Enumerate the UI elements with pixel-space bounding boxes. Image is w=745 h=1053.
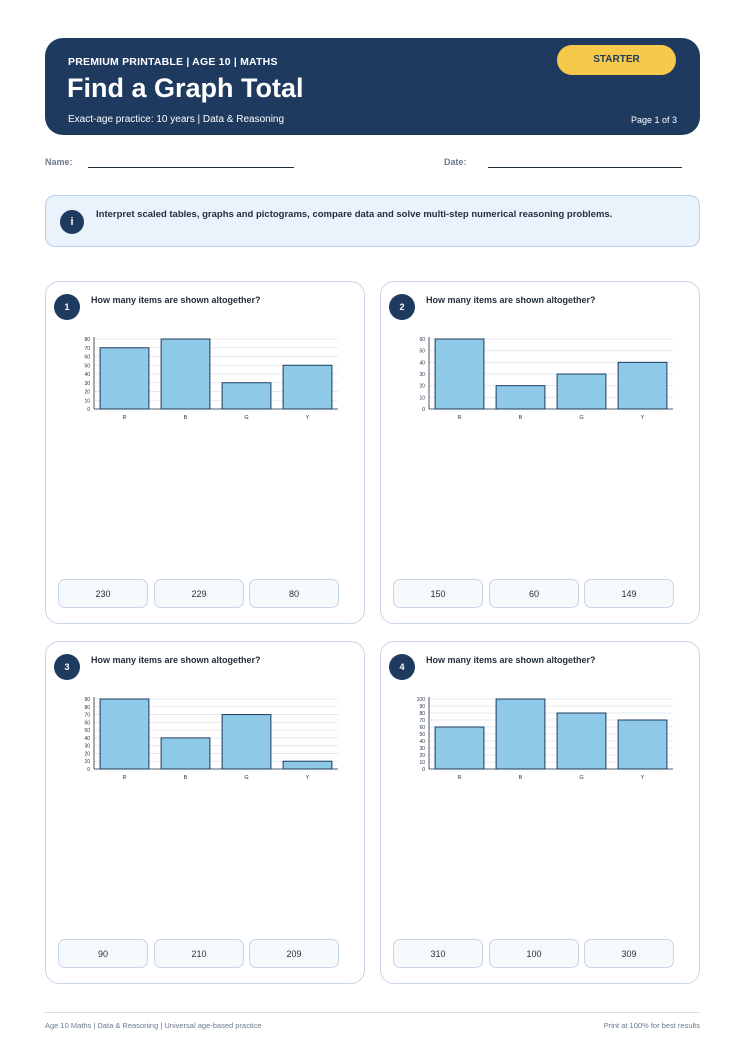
answer-option[interactable]: 209 [249,939,339,968]
answer-option[interactable]: 90 [58,939,148,968]
y-tick-label: 10 [419,760,425,766]
bar-g [222,383,271,409]
x-tick-label: B [518,415,523,421]
bar-b [496,386,545,409]
y-tick-label: 70 [84,712,90,719]
question-number: 3 [54,654,80,680]
y-tick-label: 0 [87,767,90,773]
bar-chart [381,642,701,792]
y-tick-label: 30 [419,746,425,752]
x-tick-label: B [183,415,188,421]
question-number: 2 [389,294,415,320]
bar-chart [46,282,366,432]
bar-r [100,348,149,409]
y-tick-label: 60 [419,337,425,343]
question-number: 4 [389,654,415,680]
y-tick-label: 80 [84,704,90,711]
answer-option[interactable]: 229 [154,579,244,608]
answer-option[interactable]: 230 [58,579,148,608]
question-card-3 [45,641,365,984]
y-tick-label: 50 [84,728,90,735]
instructions-panel [45,195,700,247]
bar-g [222,715,271,769]
y-tick-label: 40 [419,739,425,745]
x-tick-label: R [122,415,127,421]
bar-y [618,720,667,769]
page-title: Find a Graph Total [67,73,304,103]
y-tick-label: 10 [84,759,90,766]
question-prompt: How many items are shown altogether? [426,655,596,665]
x-tick-label: G [244,775,249,781]
bar-g [557,713,606,769]
y-tick-label: 50 [84,363,90,370]
y-tick-label: 90 [84,697,90,703]
x-tick-label: B [518,775,523,781]
info-icon: i [60,210,84,234]
answer-option[interactable]: 150 [393,579,483,608]
bar-r [100,699,149,769]
x-tick-label: Y [640,775,645,781]
x-tick-label: G [579,775,584,781]
bar-y [283,365,332,409]
bar-chart [381,282,701,432]
y-tick-label: 30 [419,372,425,378]
name-label: Name: [45,157,73,167]
bar-y [283,761,332,769]
bar-y [618,362,667,409]
answer-option[interactable]: 210 [154,939,244,968]
footer-left: Age 10 Maths | Data & Reasoning | Universal age-based practice [45,1021,262,1030]
y-tick-label: 40 [419,360,425,367]
page-indicator: Page 1 of 3 [630,115,677,125]
x-tick-label: G [244,415,249,421]
answer-option[interactable]: 100 [489,939,579,968]
header-subtitle: Exact-age practice: 10 years | Data & Reasoning [68,114,285,125]
x-tick-label: B [183,775,188,781]
date-label: Date: [444,157,467,167]
y-tick-label: 80 [419,711,425,717]
y-tick-label: 60 [84,354,90,361]
footer-right: Print at 100% for best results [603,1021,700,1030]
bar-b [496,699,545,769]
question-prompt: How many items are shown altogether? [91,655,261,665]
question-prompt: How many items are shown altogether? [91,295,261,305]
level-badge: STARTER [557,45,676,75]
x-tick-label: Y [640,415,645,421]
footer-divider [45,1012,700,1013]
y-tick-label: 0 [422,407,425,413]
question-card-4 [380,641,700,984]
y-tick-label: 60 [84,720,90,727]
answer-option[interactable]: 309 [584,939,674,968]
x-tick-label: G [579,415,584,421]
y-tick-label: 20 [419,753,425,759]
y-tick-label: 0 [87,407,90,413]
answer-option[interactable]: 149 [584,579,674,608]
bar-chart [46,642,366,792]
y-tick-label: 60 [419,725,425,731]
y-tick-label: 40 [84,735,90,742]
bar-b [161,738,210,769]
bar-b [161,339,210,409]
x-tick-label: R [122,775,127,781]
x-tick-label: Y [305,775,310,781]
y-tick-label: 70 [419,718,425,724]
answer-option[interactable]: 60 [489,579,579,608]
date-field[interactable] [488,167,682,168]
header-kicker: PREMIUM PRINTABLE | AGE 10 | MATHS [68,56,278,68]
answer-option[interactable]: 80 [249,579,339,608]
y-tick-label: 20 [419,383,425,390]
y-tick-label: 40 [84,372,90,378]
instructions-text: Interpret scaled tables, graphs and pictograms, compare data and solve multi-step numerical reasoning problems. [96,209,613,220]
x-tick-label: R [457,775,462,781]
answer-option[interactable]: 310 [393,939,483,968]
question-number: 1 [54,294,80,320]
y-tick-label: 20 [84,389,90,396]
bar-r [435,727,484,769]
x-tick-label: Y [305,415,310,421]
y-tick-label: 90 [419,704,425,710]
y-tick-label: 50 [419,348,425,355]
y-tick-label: 80 [84,337,90,343]
y-tick-label: 10 [419,395,425,402]
question-card-2 [380,281,700,624]
bar-r [435,339,484,409]
y-tick-label: 50 [419,732,425,738]
bar-g [557,374,606,409]
y-tick-label: 30 [84,380,90,387]
name-field[interactable] [88,167,294,168]
y-tick-label: 10 [84,398,90,405]
question-card-1 [45,281,365,624]
worksheet-header [45,38,700,135]
y-tick-label: 20 [84,751,90,758]
y-tick-label: 70 [84,345,90,352]
y-tick-label: 0 [422,767,425,773]
y-tick-label: 30 [84,743,90,750]
y-tick-label: 100 [416,697,425,703]
x-tick-label: R [457,415,462,421]
question-prompt: How many items are shown altogether? [426,295,596,305]
